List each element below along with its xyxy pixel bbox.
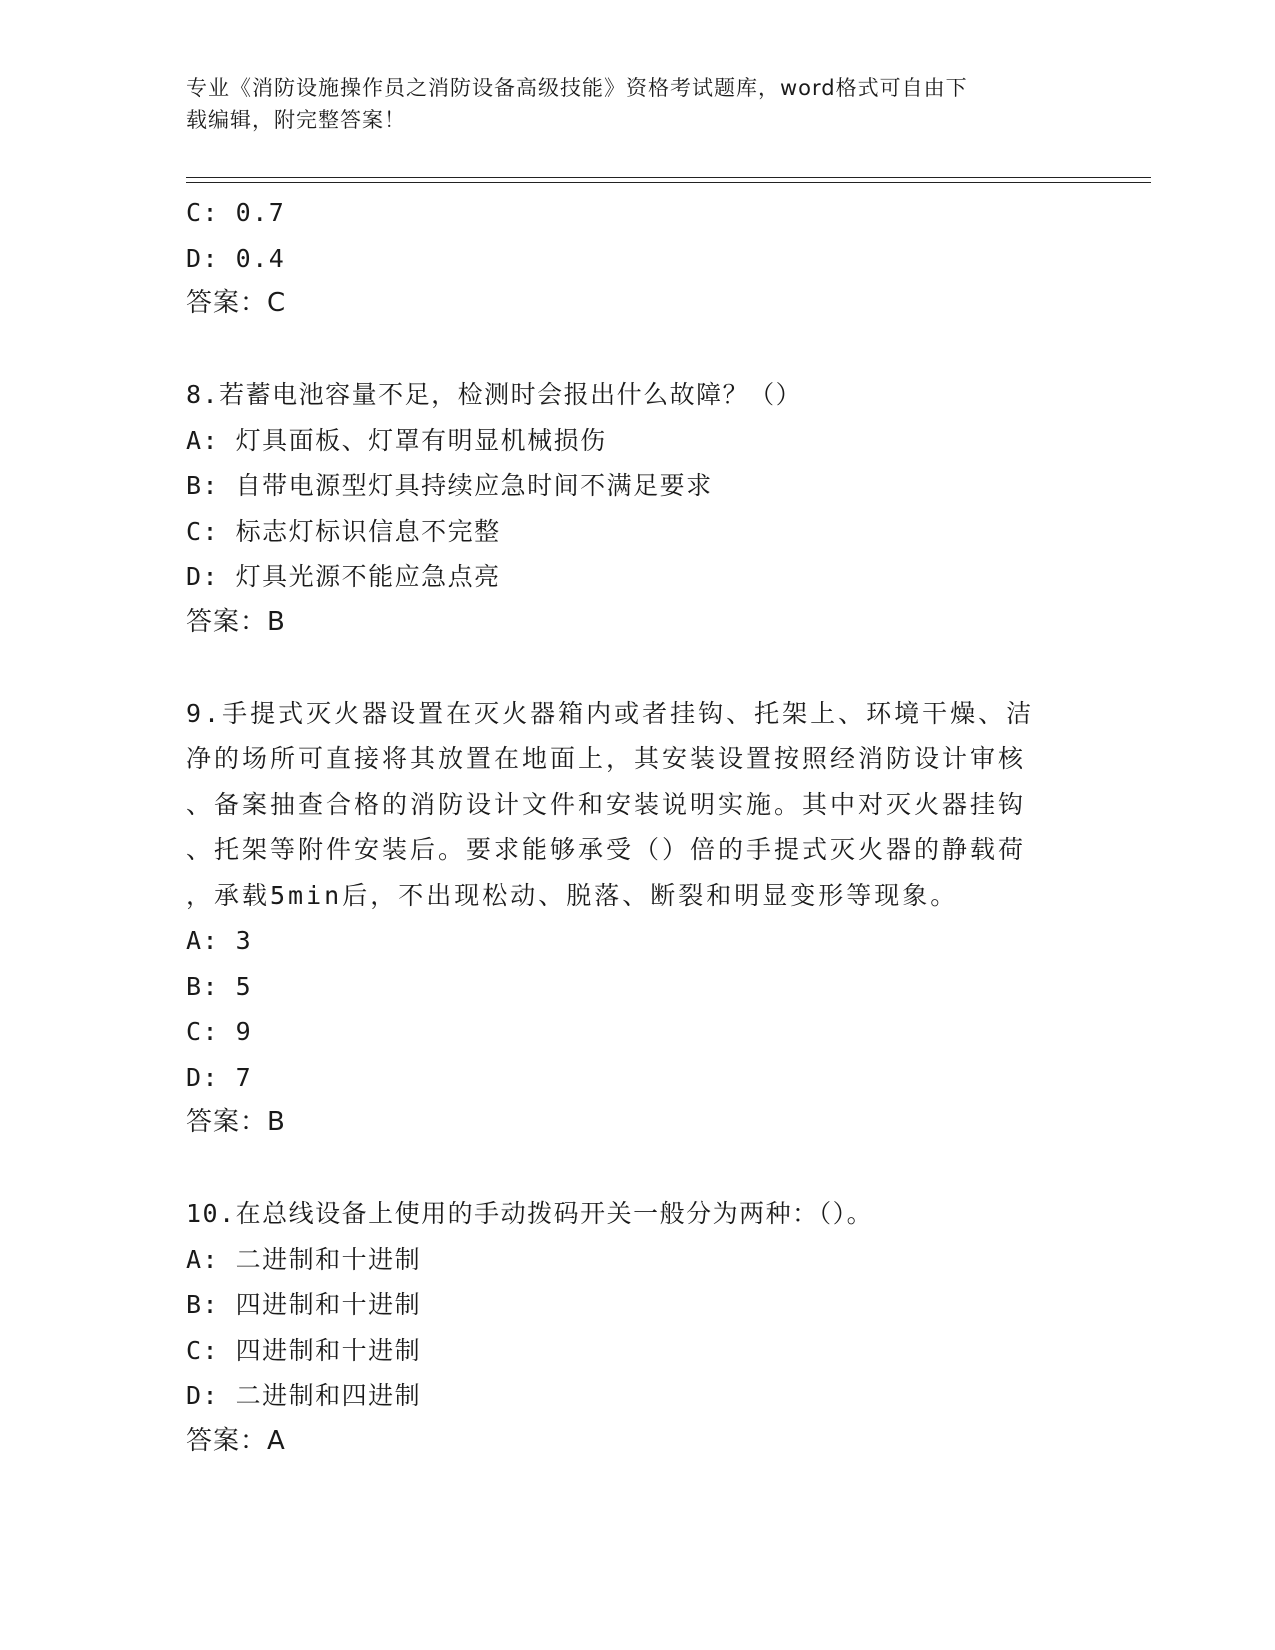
option-a: A: 3 [186, 926, 253, 955]
question-8 [186, 372, 1066, 645]
option-d: D: 0.4 [186, 243, 286, 273]
header-divider-thin [186, 177, 1151, 178]
option-c: C: 标志灯标识信息不完整 [186, 516, 501, 546]
stem-line-2: 净的场所可直接将其放置在地面上，其安装设置按照经消防设计审核 [186, 744, 1027, 773]
option-c: C: 0.7 [186, 198, 286, 227]
header-divider-thick [186, 182, 1151, 183]
option-d: D: 灯具光源不能应急点亮 [186, 562, 501, 591]
option-a: A: 灯具面板、灯罩有明显机械损伤 [186, 425, 607, 455]
stem-line-3: 、备案抽查合格的消防设计文件和安装说明实施。其中对灭火器挂钩 [186, 789, 1027, 819]
question-stem: 10.在总线设备上使用的手动拨码开关一般分为两种：（）。 [186, 1199, 874, 1228]
option-d: D: 7 [186, 1062, 253, 1092]
prev-question [186, 190, 1066, 327]
question-stem: 8.若蓄电池容量不足，检测时会报出什么故障？（） [186, 380, 803, 409]
spacer [186, 645, 1066, 691]
question-10 [186, 1191, 1066, 1464]
option-a: A: 二进制和十进制 [186, 1244, 422, 1274]
option-b: B: 自带电源型灯具持续应急时间不满足要求 [186, 471, 713, 500]
header-line-1: 专业《消防设施操作员之消防设备高级技能》资格考试题库，word格式可自由下 [186, 76, 968, 100]
answer-line: 答案：A [186, 1425, 286, 1456]
option-d: D: 二进制和四进制 [186, 1381, 422, 1410]
header-line-2: 载编辑，附完整答案！ [186, 108, 406, 132]
stem-line-1: 9.手提式灭火器设置在灭火器箱内或者挂钩、托架上、环境干燥、洁 [186, 698, 1035, 728]
option-c: C: 四进制和十进制 [186, 1335, 422, 1365]
spacer [186, 327, 1066, 373]
question-9 [186, 691, 1066, 1146]
spacer [186, 1146, 1066, 1192]
option-c: C: 9 [186, 1017, 253, 1046]
option-b: B: 5 [186, 971, 253, 1001]
answer-line: 答案：C [186, 288, 287, 318]
option-b: B: 四进制和十进制 [186, 1290, 422, 1319]
question-list [186, 190, 1066, 1464]
answer-line: 答案：B [186, 1107, 286, 1137]
stem-line-4: 、托架等附件安装后。要求能够承受（）倍的手提式灭火器的静载荷 [186, 835, 1027, 864]
stem-line-5: ，承载5min后，不出现松动、脱落、断裂和明显变形等现象。 [186, 880, 959, 910]
answer-line: 答案：B [186, 606, 286, 637]
question-stem [186, 691, 1056, 919]
document-header [186, 72, 1066, 136]
